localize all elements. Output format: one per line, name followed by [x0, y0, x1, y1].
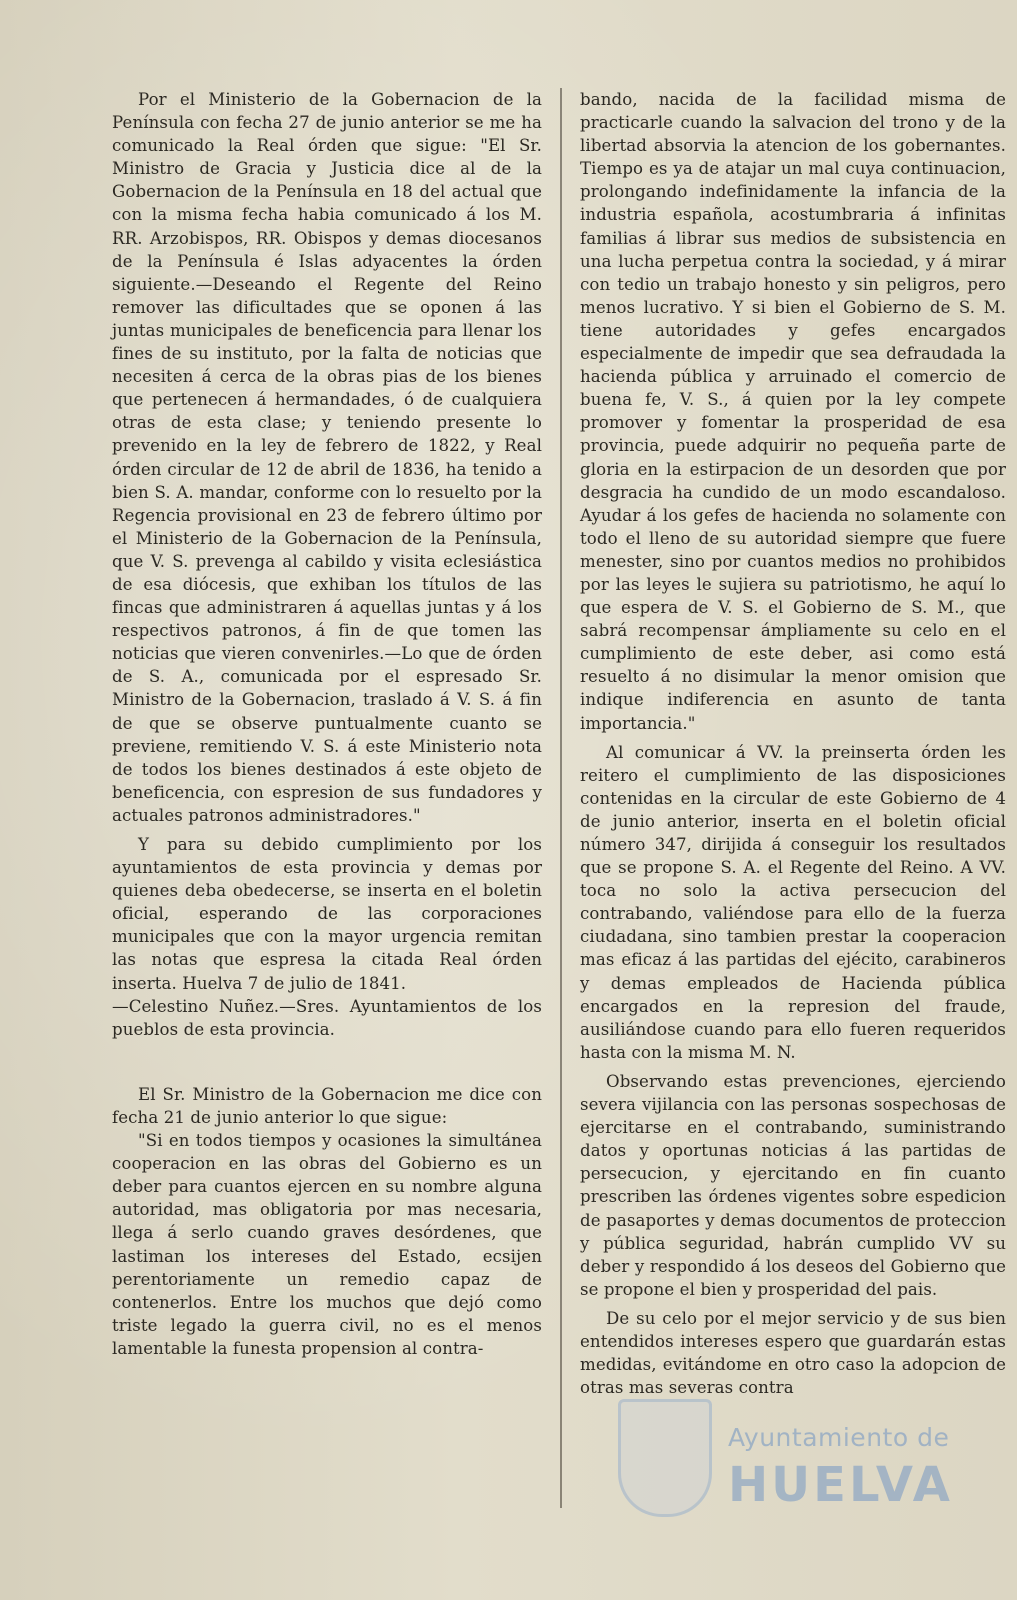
order-paragraph-1: Por el Ministerio de la Gobernacion de la Península con fecha 27 de junio anterior se me ha comunicado la Real órden que sigue: "El Sr. Ministro de Gracia y Justicia dice al de la Gobernacion de la Península en 18 del actual que con la misma fecha habia comunicado á los M. RR. Arzobispos, RR. Obispos y demas diocesanos de la Península é Islas adyacentes la órden siguiente.—Deseando el Regente del Reino remover las dificultades que se oponen á las juntas municipales de beneficencia para llenar los fines de su instituto, por la falta de noticias que necesiten á cerca de la obras pias de los bienes que pertenecen á hermandades, ó de cualquiera otras de esta clase; y teniendo presente lo prevenido en la ley de febrero de 1822, y Real órden circular de 12 de abril de 1836, ha tenido a bien S. A. mandar, conforme con lo resuelto por la Regencia provisional en 23 de febrero último por el Ministerio de la Gobernacion de la Península, que V. S. prevenga al cabildo y visita eclesiástica de esa diócesis, que exhiban los títulos de las fincas que administraren á aquellas juntas y á los respectivos patronos, á fin de que tomen las noticias que vieren convenirles.—Lo que de órden de S. A., comunicada por el espresado Sr. Ministro de la Gobernacion, traslado á V. S. á fin de que se observe puntualmente cuanto se previene, remitiendo V. S. á este Ministerio nota de todos los bienes destinados á este objeto de beneficencia, con espresion de sus fundadores y actuales patronos administradores." — [112, 90, 542, 825]
order-paragraph-3: El Sr. Ministro de la Gobernacion me dice con fecha 21 de junio anterior lo que sigue: — [112, 1084, 542, 1127]
circular-paragraph: Al comunicar á VV. la preinserta órden les reitero el cumplimiento de las disposiciones contenidas en la circular de este Gobierno de 4 de junio anterior, inserta en el boletin oficial número 347, dirijida á conseguir los resultados que se propone S. A. el Regente del Reino. A VV. toca no solo la activa persecucion del contrabando, valiéndose para ello de la fuerza ciudadana, sino tambien prestar la cooperacion mas eficaz á las partidas del ejécito, carabineros y demas empleados de Hacienda pública encargados en la represion del fraude, ausiliándose cuando para ello fueren requeridos hasta con la misma M. N. — [580, 742, 1006, 1062]
prevention-paragraph: Observando estas prevenciones, ejerciendo severa vijilancia con las personas sospechosas de ejercitarse en el contrabando, suministrando datos y oportunas noticias á las partidas de persecucion, y ejercitando en fin cuanto prescriben las órdenes vigentes sobre espedicion de pasaportes y demas documentos de proteccion y pública seguridad, habrán cumplido VV su deber y respondido á los deseos del Gobierno que se propone el bien y prosperidad del pais. — [580, 1071, 1006, 1299]
right-column — [580, 88, 1006, 1399]
signature: —Celestino Nuñez.—Sres. Ayuntamientos de los pueblos de esta provincia. — [112, 996, 542, 1039]
left-column — [112, 88, 542, 1360]
order-paragraph-2: Y para su debido cumplimiento por los ayuntamientos de esta provincia y demas por quienes deba obedecerse, se inserta en el boletin oficial, esperando de las corporaciones municipales que con la mayor urgencia remitan las notas que espresa la citada Real órden inserta. Huelva 7 de julio de 1841. — [112, 835, 542, 993]
watermark-logo — [618, 1395, 1017, 1515]
order-paragraph-4: "Si en todos tiempos y ocasiones la simultánea cooperacion en las obras del Gobierno es un deber para cuantos ejercen en su nombre alguna autoridad, mas obligatoria por mas necesaria, llega á serlo cuando graves desórdenes, que lastiman los intereses del Estado, ecsijen perentoriamente un remedio capaz de contenerlos. Entre los muchos que dejó como triste legado la guerra civil, no es el menos lamentable la funesta propension al contra- — [112, 1131, 542, 1358]
closing-paragraph: De su celo por el mejor servicio y de sus bien entendidos intereses espero que guardarán estas medidas, evitándome en otro caso la adopcion de otras mas severas contra — [580, 1308, 1006, 1398]
watermark-line-1: Ayuntamiento de — [728, 1423, 950, 1452]
watermark-line-2: HUELVA — [728, 1457, 953, 1513]
shield-icon — [618, 1399, 712, 1517]
continuation-paragraph: bando, nacida de la facilidad misma de practicarle cuando la salvacion del trono y de la libertad absorvia la atencion de los gobernantes. Tiempo es ya de atajar un mal cuya continuacion, prolongando indefinidamente la infancia de la industria española, acostumbraria á infinitas familias á librar sus medios de subsistencia en una lucha perpetua contra la sociedad, y á mirar con tedio un trabajo honesto y sin peligros, pero menos lucrativo. Y si bien el Gobierno de S. M. tiene autoridades y gefes encargados especialmente de impedir que sea defraudada la hacienda pública y arruinado el comercio de buena fe, V. S., á quien por la ley compete promover y fomentar la prosperidad de esa provincia, puede adquirir no pequeña parte de gloria en la estirpacion de un desorden que por desgracia ha cundido de un modo escandaloso. Ayudar á los gefes de hacienda no solamente con todo el lleno de su autoridad siempre que fuere menester, sino por cuantos medios no prohibidos por las leyes le sujiera su patriotismo, he aquí lo que espera de V. S. el Gobierno de S. M., que sabrá recompensar ámpliamente su celo en el cumplimiento de este deber, asi como está resuelto á no disimular la menor omision que indique indiferencia en asunto de tanta importancia." — [580, 90, 1006, 733]
column-divider — [560, 88, 562, 1508]
